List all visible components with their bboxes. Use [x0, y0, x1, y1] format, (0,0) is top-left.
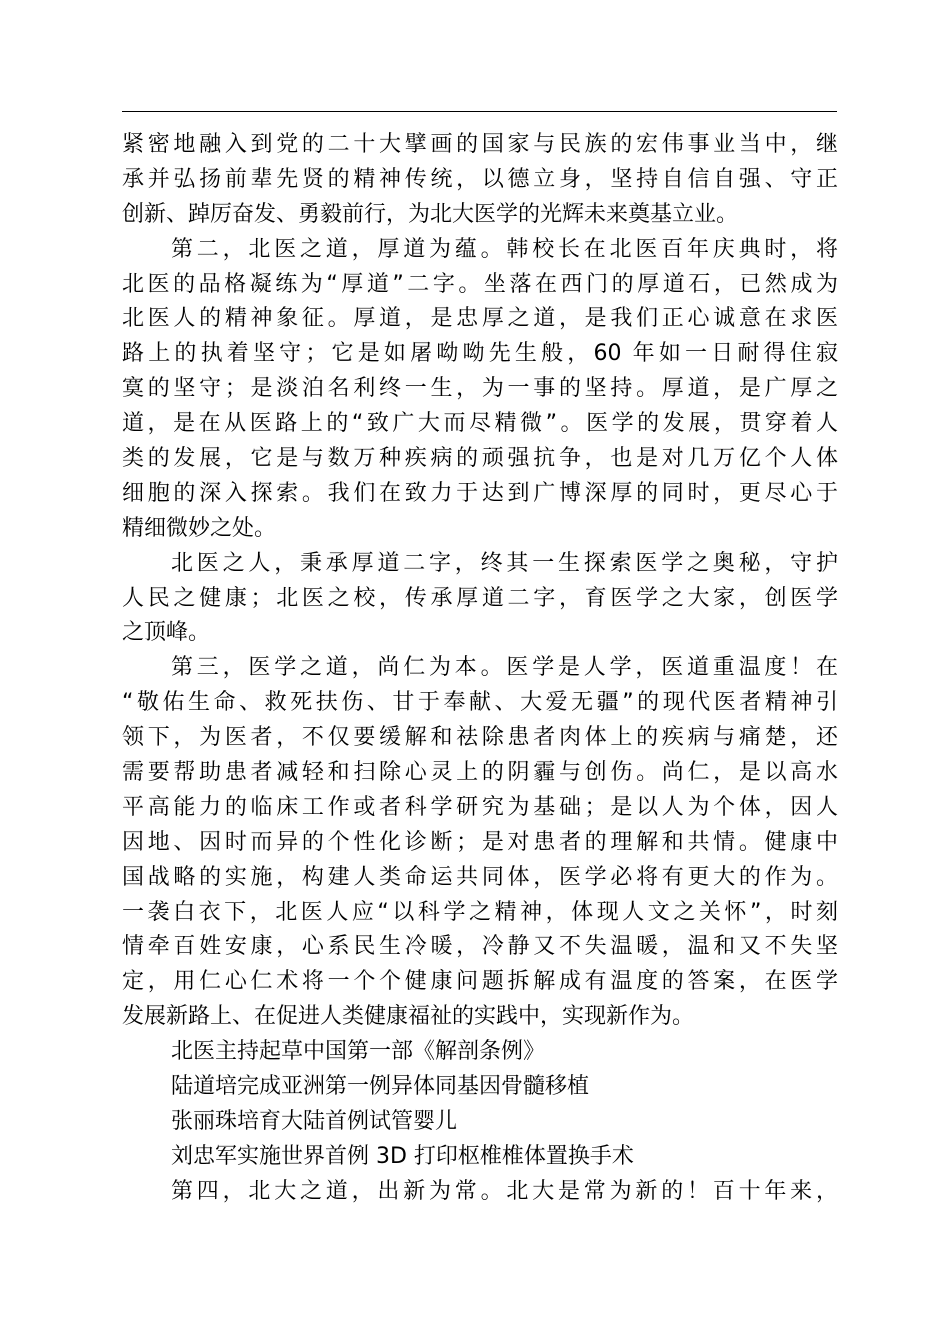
text-line: 类的发展，它是与数万种疾病的顽强抗争，也是对几万亿个人体: [122, 446, 838, 472]
text-line: 精细微妙之处。: [122, 515, 277, 541]
paragraph-third-point: [122, 651, 838, 1035]
text-line: 北医的品格凝练为“厚道”二字。坐落在西门的厚道石，已然成为: [122, 271, 838, 297]
text-line: 北医之人，秉承厚道二字，终其一生探索医学之奥秘，守护: [171, 550, 838, 576]
text-line: 承并弘扬前辈先贤的精神传统，以德立身，坚持自信自强、守正: [122, 166, 838, 192]
text-line: 情牵百姓安康，心系民生冷暖，冷静又不失温暖，温和又不失坚: [122, 934, 838, 960]
fourth-point-line: 第四，北大之道，出新为常。北大是常为新的！百十年来，: [171, 1178, 838, 1204]
text-line: 第三，医学之道，尚仁为本。医学是人学，医道重温度！在: [171, 655, 838, 681]
achievement-list: [122, 1035, 838, 1175]
text-line: 道，是在从医路上的“致广大而尽精微”。医学的发展，贯穿着人: [122, 411, 838, 437]
text-line: “敬佑生命、救死扶伤、甘于奉献、大爱无疆”的现代医者精神引: [122, 690, 838, 716]
header-rule: [122, 111, 837, 112]
text-line: 北医人的精神象征。厚道，是忠厚之道，是我们正心诚意在求医: [122, 306, 838, 332]
body-text: [122, 128, 838, 1210]
paragraph-beiyi-people: [122, 547, 838, 652]
paragraph-continuation: [122, 128, 838, 233]
list-item: 北医主持起草中国第一部《解剖条例》: [171, 1039, 546, 1065]
text-line: 路上的执着坚守；它是如屠呦呦先生般，60 年如一日耐得住寂: [122, 341, 838, 367]
list-item: 张丽珠培育大陆首例试管婴儿: [171, 1108, 458, 1134]
text-line: 因地、因时而异的个性化诊断；是对患者的理解和共情。健康中: [122, 829, 838, 855]
text-line: 定，用仁心仁术将一个个健康问题拆解成有温度的答案，在医学: [122, 969, 838, 995]
list-item: 刘忠军实施世界首例 3D 打印枢椎椎体置换手术: [171, 1143, 634, 1169]
text-line: 人民之健康；北医之校，传承厚道二字，育医学之大家，创医学: [122, 585, 838, 611]
text-line: 第二，北医之道，厚道为蕴。韩校长在北医百年庆典时，将: [171, 236, 838, 262]
text-line: 一袭白衣下，北医人应“以科学之精神，体现人文之关怀”，时刻: [122, 899, 838, 925]
text-line: 寞的坚守；是淡泊名利终一生，为一事的坚持。厚道，是广厚之: [122, 376, 838, 402]
text-line: 发展新路上、在促进人类健康福祉的实践中，实现新作为。: [122, 1004, 695, 1030]
text-line: 领下，为医者，不仅要缓解和祛除患者肉体上的疾病与痛楚，还: [122, 725, 838, 751]
list-item: 陆道培完成亚洲第一例异体同基因骨髓移植: [171, 1074, 590, 1100]
text-line: 细胞的深入探索。我们在致力于达到广博深厚的同时，更尽心于: [122, 480, 838, 506]
text-line: 之顶峰。: [122, 620, 211, 646]
text-line: 紧密地融入到党的二十大擘画的国家与民族的宏伟事业当中，继: [122, 132, 838, 157]
paragraph-second-point: [122, 233, 838, 547]
text-line: 创新、踔厉奋发、勇毅前行，为北大医学的光辉未来奠基立业。: [122, 201, 739, 227]
text-line: 国战略的实施，构建人类命运共同体，医学必将有更大的作为。: [122, 864, 838, 890]
text-line: 平高能力的临床工作或者科学研究为基础；是以人为个体，因人: [122, 794, 838, 820]
text-line: 需要帮助患者减轻和扫除心灵上的阴霾与创伤。尚仁，是以高水: [122, 760, 838, 786]
